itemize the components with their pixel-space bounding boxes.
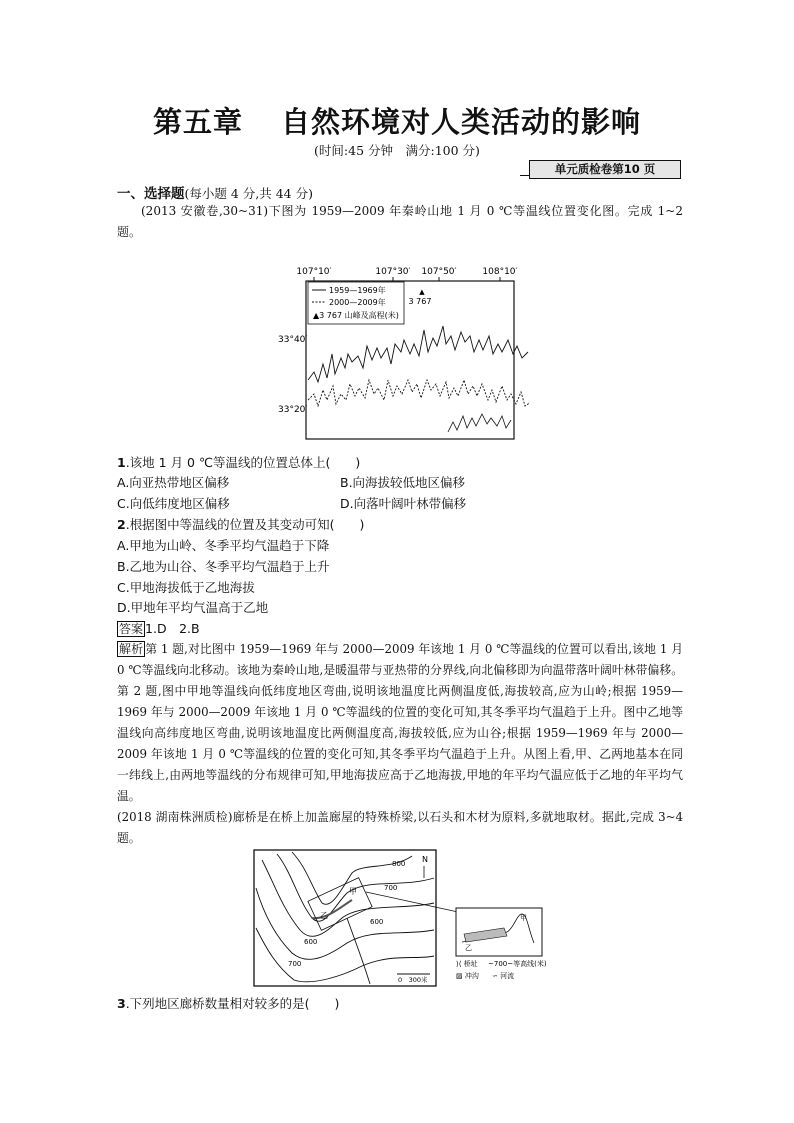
analysis-tag: 解析 — [119, 642, 144, 656]
q2-option-c[interactable]: C.甲地海拔低于乙地海拔 — [117, 580, 255, 595]
chapter-title: 自然环境对人类活动的影响 — [281, 105, 642, 139]
q2-option-d[interactable]: D.甲地年平均气温高于乙地 — [117, 600, 269, 615]
contour-label: 800 — [392, 860, 406, 868]
north-arrow: N — [422, 855, 428, 864]
legend-dashed-line: 2000—2009年 — [329, 298, 386, 307]
legend-solid-line: 1959—1969年 — [329, 286, 386, 295]
place-yi: 乙 — [320, 911, 328, 920]
legend-river: ∽ 河流 — [492, 972, 515, 980]
question-3-stem: 3.下列地区廊桥数量相对较多的是( ) — [117, 996, 340, 1011]
q1-option-a[interactable]: A.向亚热带地区偏移 — [117, 475, 230, 490]
exam-time-info: (时间:45 分钟 满分:100 分) — [314, 143, 480, 158]
legend-bridge: ⟩⟨ 桥址 — [456, 960, 478, 968]
peak-icon: ▲ — [419, 288, 425, 296]
page-title — [0, 100, 794, 141]
inset-yi: 乙 — [465, 944, 472, 952]
contour-label: 700 — [384, 884, 398, 892]
peak-elevation: 3 767 — [408, 297, 432, 306]
lon-label: 107°50′ — [421, 267, 457, 277]
intro-paragraph-1: (2013 安徽卷,30~31)下图为 1959—2009 年秦岭山地 1 月 0 ℃等温线位置变化图。完成 1~2 题。 — [117, 204, 683, 239]
legend-contour: ~700~等高线(米) — [488, 960, 547, 968]
legend-peak: ▲3 767 山峰及高程(米) — [313, 311, 399, 320]
section-heading-note: (每小题 4 分,共 44 分) — [184, 186, 313, 201]
q1-option-d[interactable]: D.向落叶阔叶林带偏移 — [340, 496, 467, 511]
lon-label: 107°10′ — [296, 267, 332, 277]
lat-label: 33°20′ — [278, 405, 308, 415]
q1-option-b[interactable]: B.向海拔较低地区偏移 — [340, 475, 466, 490]
answer-text: 1.D 2.B — [145, 621, 200, 636]
place-jia: 甲 — [349, 887, 357, 896]
lat-label: 33°40′ — [278, 335, 308, 345]
page-badge: 单元质检卷第10 页 — [529, 160, 681, 179]
question-1-stem: 1.该地 1 月 0 ℃等温线的位置总体上( ) — [117, 455, 361, 470]
answer-tag: 答案 — [119, 622, 144, 636]
contour-label: 600 — [304, 938, 318, 946]
question-2-stem: 2.根据图中等温线的位置及其变动可知( ) — [117, 517, 365, 532]
legend-gully: ▨ 冲沟 — [456, 972, 479, 980]
isotherm-map — [268, 262, 530, 444]
bridge-contour-map — [252, 848, 552, 990]
intro-paragraph-2: (2018 湖南株洲质检)廊桥是在桥上加盖廊屋的特殊桥梁,以石头和木材为原料,多就地取材。据此,完成 3~4 题。 — [117, 810, 683, 845]
contour-label: 600 — [370, 918, 384, 926]
contour-label: 700 — [288, 960, 302, 968]
analysis-text: 第 1 题,对比图中 1959—1969 年与 2000—2009 年该地 1 月 0 ℃等温线的位置可以看出,该地 1 月 0 ℃等温线向北移动。该地为秦岭山地,是暖温带与亚热带的分界线,向北偏移即为向温带落叶阔叶林带偏移。第 2 题,图中甲地等温线向低纬度地区弯曲,说明该地温度比两侧温度低,海拔较高,应为山岭;根据 1959—1969 年与 2000—2009 年该地 1 月 0 ℃等温线的位置的变化可知,其冬季平均气温趋于上升。图中乙地等温线向高纬度地区弯曲,说明该地温度比两侧温度高,海拔较低,应为山谷;根据 1959—1969 年与 2000—2009 年该地 1 月 0 ℃等温线的位置的变化可知,其冬季平均气温趋于上升。从图上看,甲、乙两地基本在同一纬线上,由两地等温线的分布规律可知,甲地海拔应高于乙地海拔,甲地的年平均气温应低于乙地的年平均气温。 — [117, 642, 683, 803]
lon-label: 107°30′ — [375, 267, 411, 277]
contour-map-frame — [254, 850, 436, 986]
scale-bar-label: 0 300米 — [398, 976, 428, 984]
q2-option-a[interactable]: A.甲地为山岭、冬季平均气温趋于下降 — [117, 538, 330, 553]
section-heading-label: 一、选择题 — [117, 186, 185, 202]
analysis-paragraph — [117, 639, 683, 807]
lon-label: 108°10′ — [482, 267, 518, 277]
q2-option-b[interactable]: B.乙地为山谷、冬季平均气温趋于上升 — [117, 559, 330, 574]
section-heading — [117, 182, 313, 202]
chapter-label: 第五章 — [152, 105, 243, 139]
answer-line — [117, 619, 200, 637]
inset-jia: 甲 — [520, 914, 527, 922]
q1-option-c[interactable]: C.向低纬度地区偏移 — [117, 496, 230, 511]
